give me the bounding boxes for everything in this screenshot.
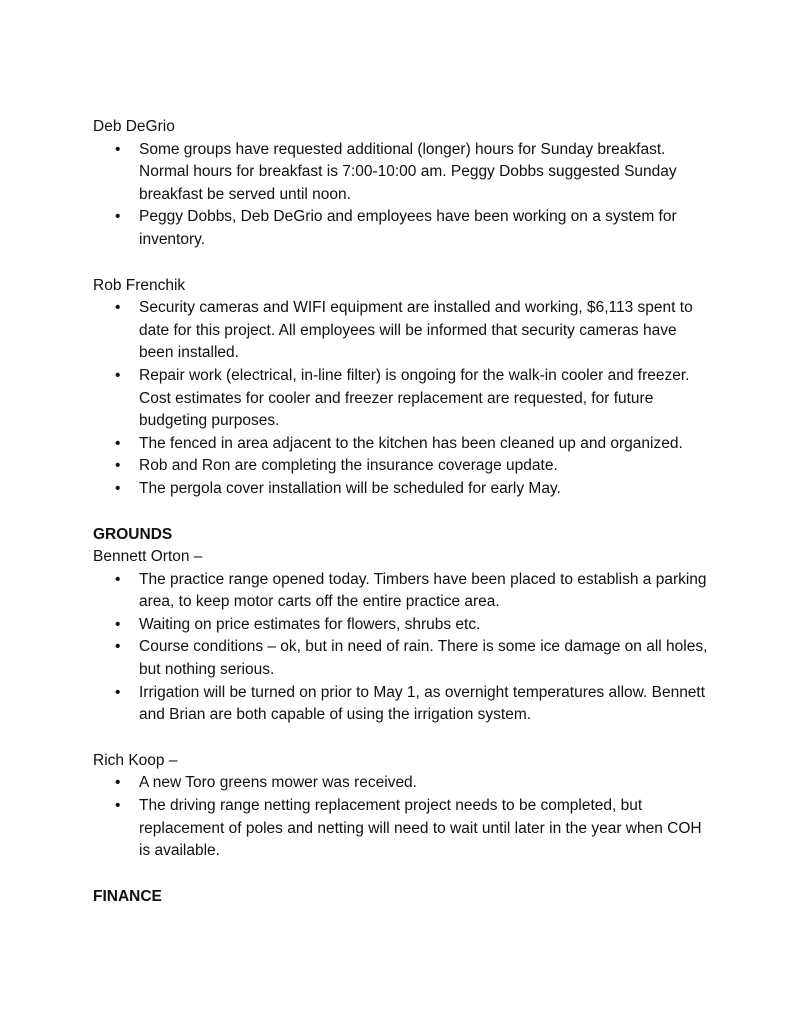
bullet-icon: • (115, 638, 121, 656)
bullet-icon: • (115, 140, 121, 158)
list-item: • Repair work (electrical, in-line filter) is ongoing for the walk-in cooler and freezer. Cost estimates for cooler and freezer replacement are requested, for future budgeting purposes. (115, 366, 690, 430)
bullet-icon: • (115, 774, 121, 792)
bullet-list-rich (93, 772, 713, 862)
bullet-icon: • (115, 570, 121, 588)
bullet-icon: • (115, 615, 121, 633)
section-title-finance: FINANCE (93, 887, 162, 905)
list-item: • A new Toro greens mower was received. (93, 772, 713, 795)
person-heading-bennett: Bennett Orton – (93, 548, 203, 566)
person-heading-rob: Rob Frenchik (93, 276, 186, 294)
list-item: • Irrigation will be turned on prior to May 1, as overnight temperatures allow. Bennett and Brian are both capable of using the irrigation system. (115, 683, 706, 724)
list-item: • Peggy Dobbs, Deb DeGrio and employees have been working on a system for inventory. (115, 208, 677, 248)
spacer (93, 863, 713, 886)
bullet-list-deb (93, 139, 713, 252)
list-item: • The fenced in area adjacent to the kitchen has been cleaned up and organized. (93, 433, 713, 456)
spacer (93, 501, 713, 524)
bullet-icon: • (115, 457, 121, 475)
section-title-grounds: GROUNDS (93, 525, 173, 543)
list-item: • Waiting on price estimates for flowers, shrubs etc. (93, 614, 713, 637)
bullet-icon: • (115, 299, 121, 317)
list-item: • The driving range netting replacement project needs to be completed, but replacement of poles and netting will need to wait until later in the year when COH is available. (115, 797, 702, 860)
list-item: • The practice range opened today. Timbers have been placed to establish a parking area, to keep motor carts off the entire practice area. (115, 570, 707, 611)
bullet-icon: • (115, 434, 121, 452)
bullet-list-rob (93, 297, 713, 500)
list-item: • Security cameras and WIFI equipment are installed and working, $6,113 spent to date for this project. All employees will be informed that security cameras have been installed. (115, 299, 693, 362)
bullet-icon: • (115, 208, 121, 226)
bullet-list-bennett (93, 569, 713, 727)
bullet-icon: • (115, 683, 121, 701)
bullet-icon: • (115, 479, 121, 497)
person-heading-deb: Deb DeGrio (93, 118, 175, 135)
list-item: • The pergola cover installation will be scheduled for early May. (93, 478, 713, 501)
list-item: • Rob and Ron are completing the insurance coverage update. (93, 455, 713, 478)
list-item: • Course conditions – ok, but in need of rain. There is some ice damage on all holes, but nothing serious. (115, 638, 708, 679)
bullet-icon: • (115, 366, 121, 384)
spacer (93, 252, 713, 275)
list-item: • Some groups have requested additional (longer) hours for Sunday breakfast. Normal hours for breakfast is 7:00-10:00 am. Peggy Dobbs suggested Sunday breakfast be served until noon. (115, 140, 677, 203)
document-body (93, 116, 713, 908)
bullet-icon: • (115, 797, 121, 815)
person-heading-rich: Rich Koop – (93, 751, 178, 769)
spacer (93, 727, 713, 750)
